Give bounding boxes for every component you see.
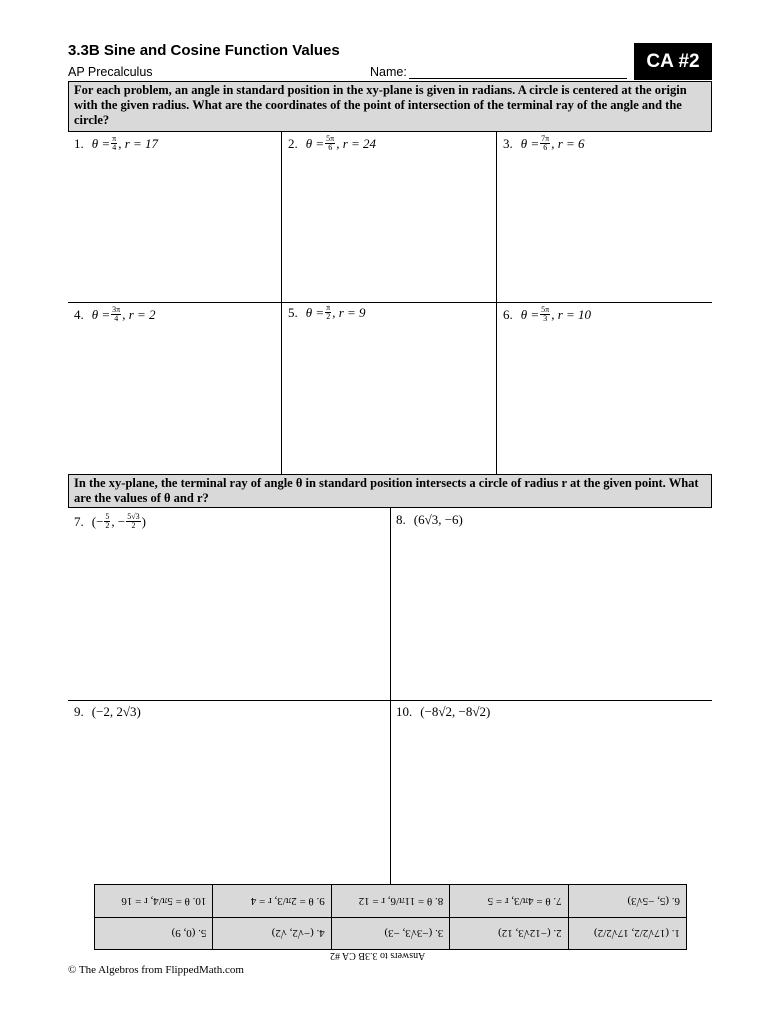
problem-1: 1. θ = $\frac{\pi}{4}$ , r = 17 [74, 134, 159, 152]
ca-badge: CA #2 [634, 43, 712, 80]
answer-cell: 4. (−√2, √2) [212, 918, 330, 949]
answer-key-table [94, 884, 687, 950]
copyright-footer: © The Algebros from FlippedMath.com [68, 964, 244, 976]
answer-key-caption: Answers to 3.3B CA #2 [330, 950, 426, 961]
grid-divider [68, 700, 712, 701]
problem-2: 2. θ = $\frac{5\pi}{6}$ , r = 24 [288, 134, 377, 152]
problem-4: 4. θ = $\frac{3\pi}{4}$ , r = 2 [74, 305, 156, 323]
answer-cell: 8. θ = 11π/6, r = 12 [331, 885, 449, 917]
problem-7: 7. (− $\frac{5}{2}$ , − $\frac{5√3}{2}$ ) [74, 512, 146, 530]
answer-cell: 6. (5, −5√3) [568, 885, 686, 917]
problem-9: 9. (−2, 2√3) [74, 704, 141, 719]
problem-3: 3. θ = $\frac{7\pi}{6}$ , r = 6 [503, 134, 585, 152]
grid-divider [496, 132, 497, 474]
grid-divider [390, 508, 391, 884]
section2-instructions: In the xy-plane, the terminal ray of angle θ in standard position intersects a circle of radius r at the given point. What are the values of θ and r? [68, 474, 712, 508]
problem-8: 8. (6√3, −6) [396, 512, 463, 527]
problem-10: 10. (−8√2, −8√2) [396, 704, 491, 719]
problem-6: 6. θ = $\frac{5\pi}{3}$ , r = 10 [503, 305, 592, 323]
answer-cell: 9. θ = 2π/3, r = 4 [212, 885, 330, 917]
answer-row [95, 917, 686, 949]
name-field[interactable] [370, 65, 627, 79]
answer-cell: 5. (0, 9) [95, 918, 212, 949]
answer-cell: 3. (−3√3, −3) [331, 918, 449, 949]
page-title: 3.3B Sine and Cosine Function Values [68, 42, 340, 59]
grid-divider [281, 132, 282, 474]
name-blank[interactable] [409, 66, 627, 79]
name-label: Name: [370, 65, 407, 79]
problem-5: 5. θ = $\frac{\pi}{2}$ , r = 9 [288, 303, 366, 321]
answer-cell: 2. (−12√3, 12) [449, 918, 567, 949]
course-label: AP Precalculus [68, 65, 153, 79]
grid-divider [68, 302, 712, 303]
answer-cell: 1. (17√2/2, 17√2/2) [568, 918, 686, 949]
answer-cell: 10. θ = 5π/4, r = 16 [95, 885, 212, 917]
answer-row [95, 885, 686, 917]
section1-instructions: For each problem, an angle in standard position in the xy-plane is given in radians. A circle is centered at the origin with the given radius. What are the coordinates of the point of intersection of the terminal ray of the angle and the circle? [68, 81, 712, 132]
answer-cell: 7. θ = 4π/3, r = 5 [449, 885, 567, 917]
